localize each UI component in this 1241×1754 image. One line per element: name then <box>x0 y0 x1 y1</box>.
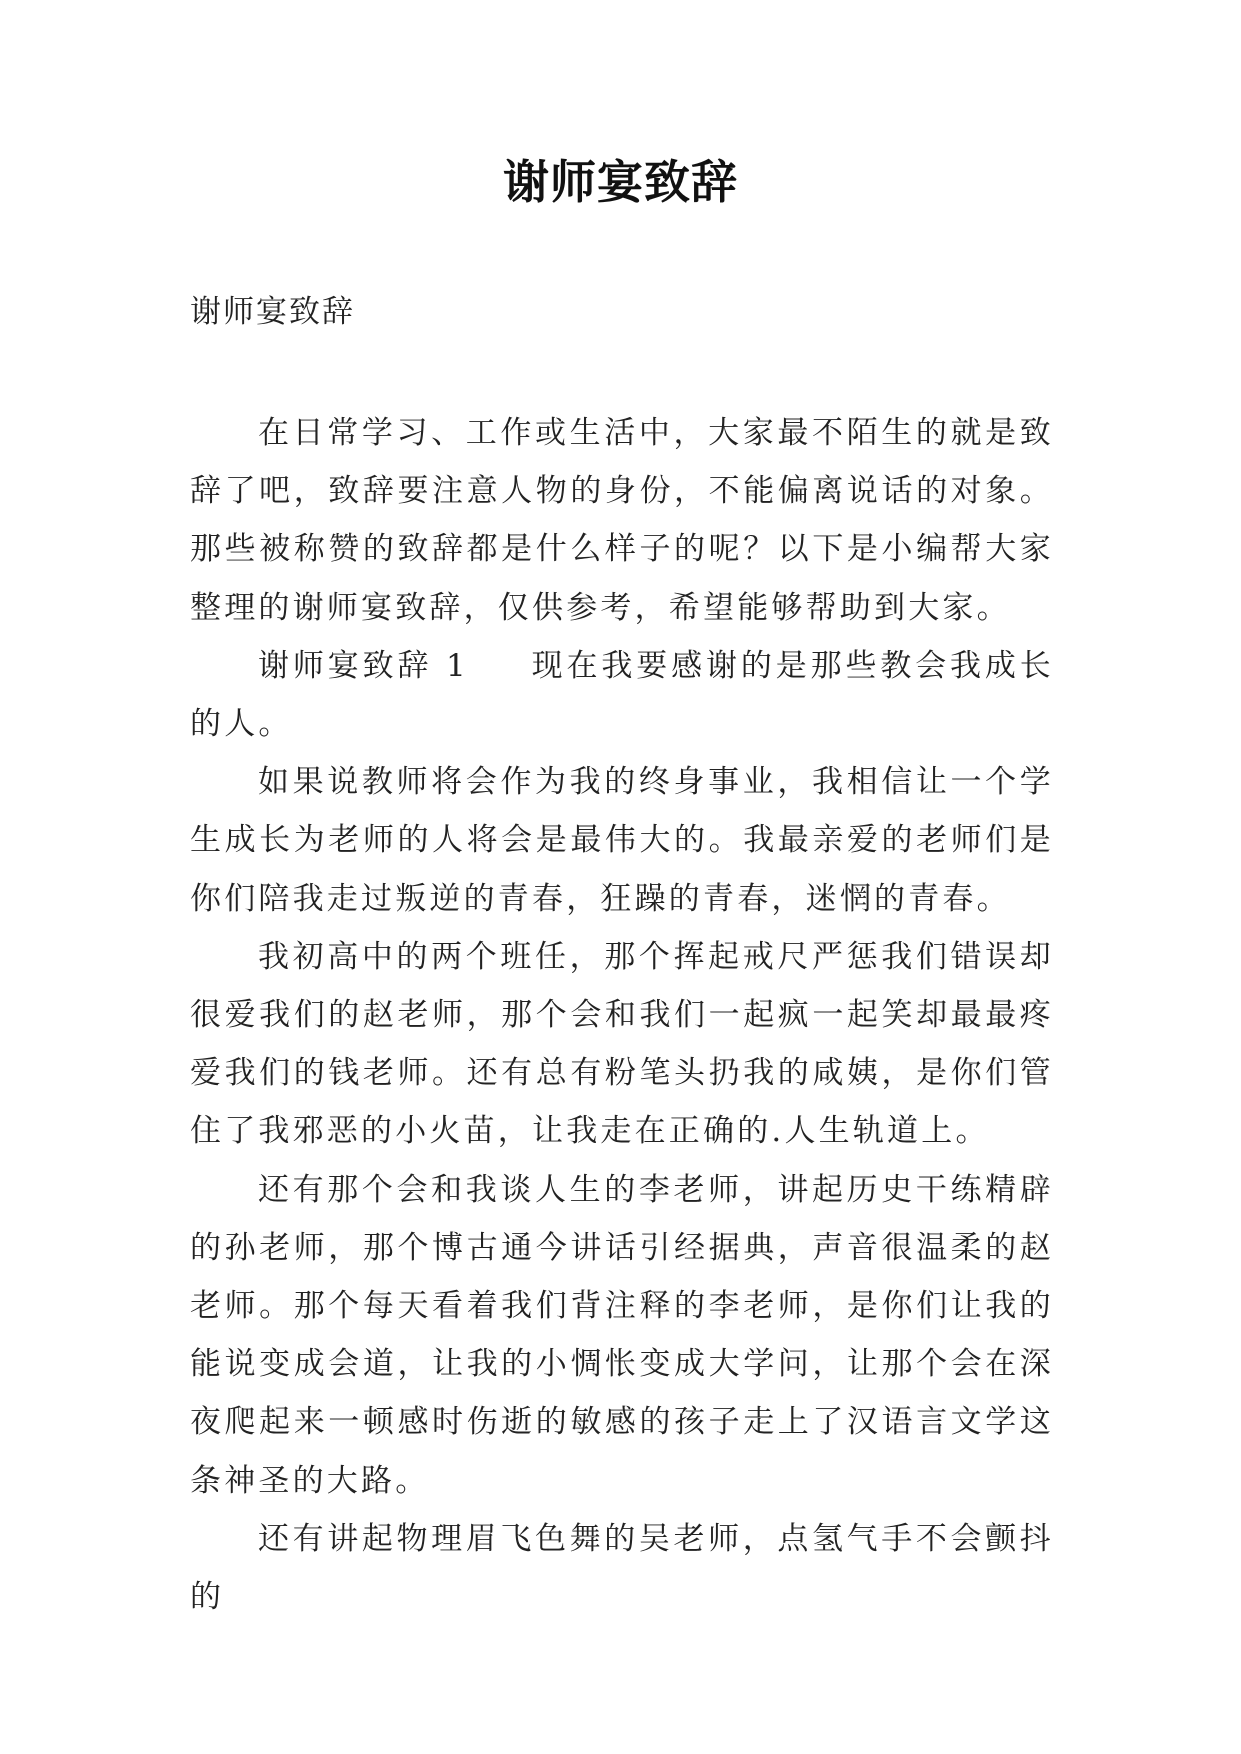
paragraph-4: 还有那个会和我谈人生的李老师，讲起历史干练精辟的孙老师，那个博古通今讲话引经据典，声音很温柔的赵老师。那个每天看着我们背注释的李老师，是你们让我的能说变成会道，让我的小惆怅变成大学问，让那个会在深夜爬起来一顿感时伤逝的敏感的孩子走上了汉语言文学这条神圣的大路。 <box>190 1171 1054 1499</box>
document-subtitle: 谢师宴致辞 <box>190 294 355 330</box>
paragraph-2: 如果说教师将会作为我的终身事业，我相信让一个学生成长为老师的人将会是最伟大的。我最亲爱的老师们是你们陪我走过叛逆的青春，狂躁的青春，迷惘的青春。 <box>190 764 1054 917</box>
paragraph-3: 我初高中的两个班任，那个挥起戒尺严惩我们错误却很爱我们的赵老师，那个会和我们一起疯一起笑却最最疼爱我们的钱老师。还有总有粉笔头扔我的咸姨，是你们管住了我邪恶的小火苗，让我走在正确的.人生轨道上。 <box>190 938 1054 1150</box>
document-body <box>190 404 1054 1626</box>
section-heading: 谢师宴致辞 1 <box>258 647 469 684</box>
document-title: 谢师宴致辞 <box>503 155 738 209</box>
paragraph-5: 还有讲起物理眉飞色舞的吴老师，点氢气手不会颤抖的 <box>190 1520 1054 1616</box>
section-text: 现在我要感谢的是那些教会我成长的人。 <box>190 647 1054 743</box>
paragraph-intro: 在日常学习、工作或生活中，大家最不陌生的就是致辞了吧，致辞要注意人物的身份，不能偏离说话的对象。那些被称赞的致辞都是什么样子的呢？以下是小编帮大家整理的谢师宴致辞，仅供参考，希望能够帮助到大家。 <box>190 415 1054 626</box>
paragraph-section-1 <box>190 637 1054 753</box>
